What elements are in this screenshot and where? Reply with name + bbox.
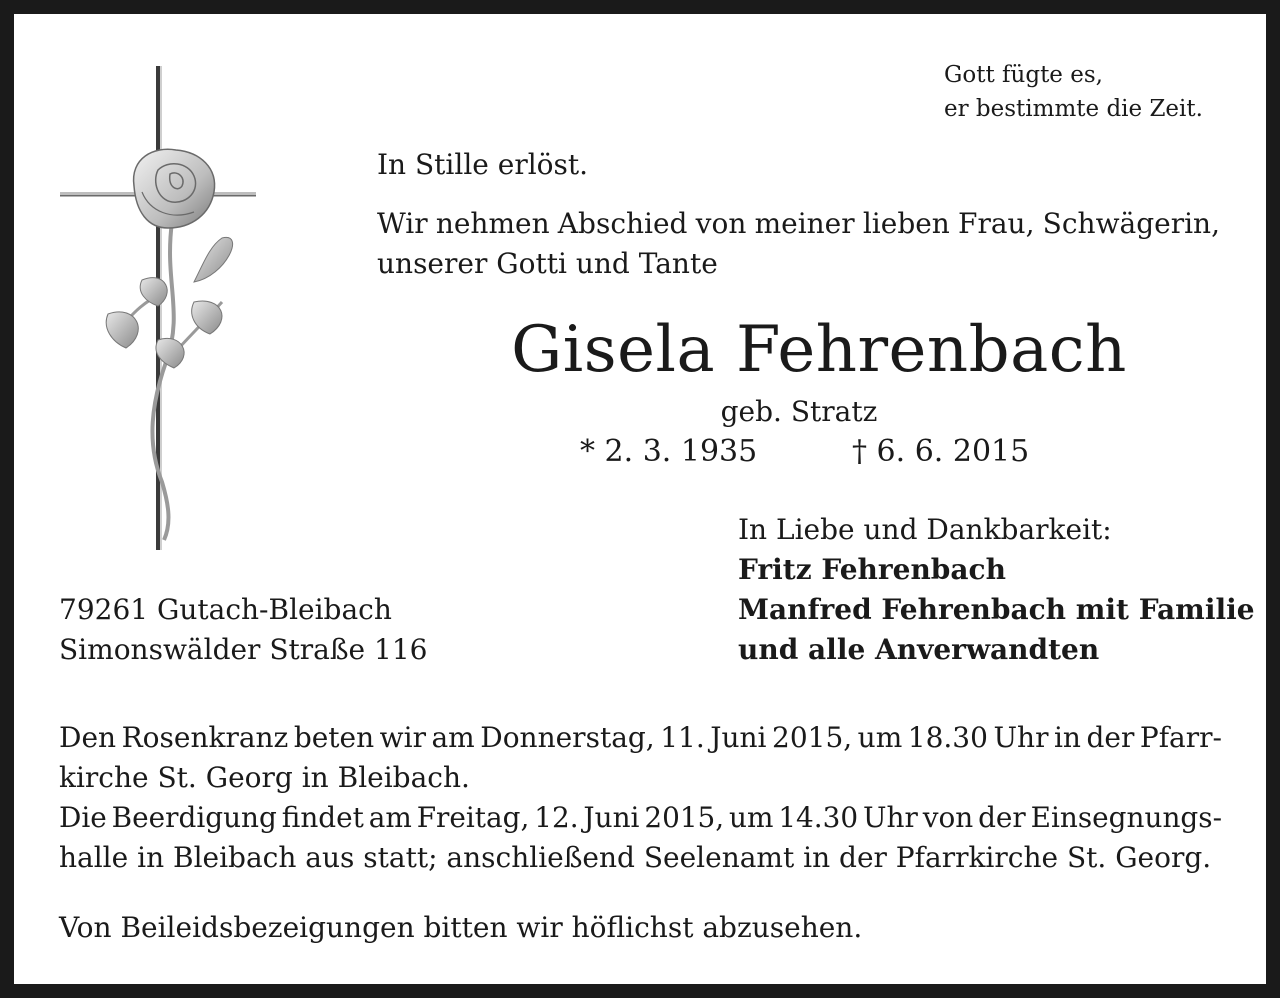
service-line: kirche St. Georg in Bleibach.: [59, 761, 470, 794]
farewell-line-2: unserer Gotti und Tante: [377, 247, 718, 280]
closing-note: Von Beileidsbezeigungen bitten wir höflichst abzusehen.: [59, 911, 863, 944]
maiden-name: geb. Stratz: [720, 395, 878, 428]
mourner-name: Manfred Fehrenbach mit Familie: [738, 593, 1255, 626]
mourners-heading: In Liebe und Dankbarkeit:: [738, 513, 1112, 546]
mourner-name: Fritz Fehrenbach: [738, 553, 1006, 586]
service-info: [59, 718, 1222, 878]
address-city: 79261 Gutach-Bleibach: [59, 593, 392, 626]
farewell-text: [377, 204, 1220, 284]
birth-date: * 2. 3. 1935: [580, 434, 758, 469]
motto-line-2: er bestimmte die Zeit.: [944, 96, 1203, 122]
farewell-line-1: Wir nehmen Abschied von meiner lieben Frau, Schwägerin,: [377, 207, 1220, 240]
death-date: † 6. 6. 2015: [852, 434, 1030, 469]
intro-text: In Stille erlöst.: [377, 148, 589, 181]
mourner-name: und alle Anverwandten: [738, 633, 1100, 666]
deceased-name: Gisela Fehrenbach: [511, 313, 1127, 387]
mourners-block: [738, 510, 1255, 670]
address-block: [59, 590, 427, 670]
address-street: Simonswälder Straße 116: [59, 633, 428, 666]
service-line: Die Beerdigung findet am Freitag, 12. Juni 2015, um 14.30 Uhr von der Einsegnungs-: [59, 801, 1222, 834]
service-line: Den Rosenkranz beten wir am Donnerstag, 11. Juni 2015, um 18.30 Uhr in der Pfarr-: [59, 721, 1222, 754]
service-line: halle in Bleibach aus statt; anschließend Seelenamt in der Pfarrkirche St. Georg.: [59, 841, 1212, 874]
motto-line-1: Gott fügte es,: [944, 62, 1103, 88]
motto: [944, 58, 1204, 126]
obituary-page: [14, 14, 1266, 984]
cross-with-rose-icon: [54, 62, 264, 552]
